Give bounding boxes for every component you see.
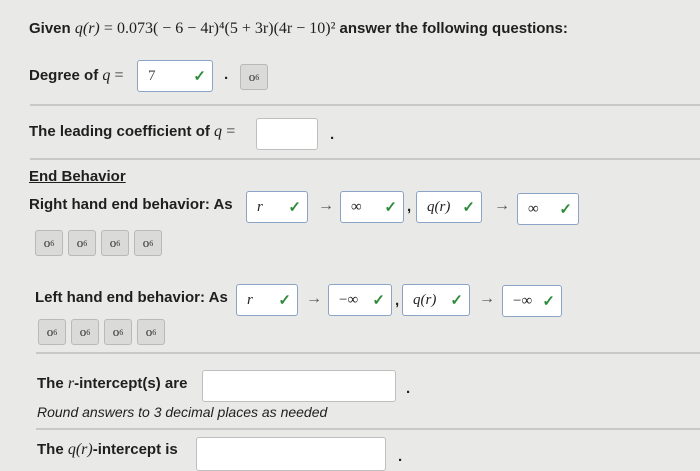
math-palette-icon[interactable]: [35, 230, 63, 256]
leading-var: q: [214, 123, 223, 140]
palette-sup: 6: [149, 238, 154, 248]
q-intercept-post: -intercept is: [92, 441, 178, 458]
left-result-select[interactable]: [502, 285, 562, 317]
arrow-icon: →: [479, 290, 495, 307]
divider: [30, 104, 700, 106]
palette-sup: 6: [255, 72, 260, 82]
arrow-icon: →: [494, 197, 510, 214]
right-func-select[interactable]: [416, 191, 482, 223]
divider: [30, 158, 700, 160]
right-limit-value: ∞: [351, 198, 362, 215]
leading-period: .: [330, 126, 335, 143]
palette-sup: 6: [83, 238, 88, 248]
right-end-behavior-label: Right hand end behavior: As: [29, 196, 233, 213]
palette-glyph: o: [79, 324, 87, 339]
end-behavior-heading: End Behavior: [29, 168, 126, 185]
degree-label: [29, 67, 124, 85]
degree-period: .: [224, 66, 229, 83]
check-icon: ✓: [462, 199, 475, 216]
check-icon: ✓: [288, 199, 301, 216]
palette-sup: 6: [116, 238, 121, 248]
right-result-select[interactable]: [517, 193, 579, 225]
check-icon: ✓: [372, 292, 385, 309]
q-intercept-label: [37, 441, 178, 459]
right-var-select[interactable]: [246, 191, 308, 223]
math-palette-icon[interactable]: [101, 230, 129, 256]
right-limit-select[interactable]: [340, 191, 404, 223]
left-limit-value: −∞: [339, 291, 359, 308]
divider: [36, 428, 700, 430]
q-intercept-input[interactable]: [196, 437, 386, 471]
question-title: [29, 20, 568, 38]
palette-glyph: o: [109, 235, 117, 250]
right-var-value: r: [257, 198, 263, 215]
math-palette-icon[interactable]: [38, 319, 66, 345]
math-palette-icon[interactable]: [104, 319, 132, 345]
title-suffix: answer the following questions:: [339, 20, 568, 37]
r-intercept-var: r: [67, 375, 75, 392]
q-intercept-pre: The: [37, 441, 64, 458]
check-icon: ✓: [278, 292, 291, 309]
degree-input[interactable]: [137, 60, 213, 92]
arrow-icon: →: [306, 290, 322, 307]
rounding-note: Round answers to 3 decimal places as needed: [37, 404, 328, 420]
check-icon: ✓: [450, 292, 463, 309]
palette-glyph: o: [43, 235, 51, 250]
left-result-value: −∞: [513, 292, 533, 309]
degree-var: q: [102, 67, 111, 84]
title-prefix: Given: [29, 20, 71, 37]
r-intercept-period: .: [406, 380, 411, 397]
palette-sup: 6: [50, 238, 55, 248]
left-limit-select[interactable]: [328, 284, 392, 316]
leading-coefficient-input[interactable]: [256, 118, 318, 150]
leading-label-text: The leading coefficient of: [29, 123, 210, 140]
left-func-select[interactable]: [402, 284, 470, 316]
left-var-select[interactable]: [236, 284, 298, 316]
check-icon: ✓: [542, 293, 555, 310]
comma: ,: [407, 198, 412, 215]
degree-value: 7: [148, 67, 156, 84]
palette-glyph: o: [142, 235, 150, 250]
check-icon: ✓: [559, 201, 572, 218]
palette-sup: 6: [152, 327, 157, 337]
palette-glyph: o: [76, 235, 84, 250]
degree-eq: =: [114, 67, 124, 84]
degree-label-text: Degree of: [29, 67, 99, 84]
right-func-value: q(r): [427, 198, 451, 215]
r-intercept-post: -intercept(s) are: [74, 375, 188, 392]
palette-sup: 6: [53, 327, 58, 337]
palette-sup: 6: [86, 327, 91, 337]
r-intercept-input[interactable]: [202, 370, 396, 402]
arrow-icon: →: [318, 197, 334, 214]
r-intercept-label: [37, 375, 187, 393]
r-intercept-pre: The: [37, 375, 64, 392]
q-intercept-period: .: [398, 448, 403, 465]
leading-eq: =: [226, 123, 236, 140]
title-expression: = 0.073( − 6 − 4r)⁴(5 + 3r)(4r − 10)²: [103, 20, 336, 37]
palette-glyph: o: [46, 324, 54, 339]
math-palette-icon[interactable]: [137, 319, 165, 345]
palette-glyph: o: [112, 324, 120, 339]
check-icon: ✓: [193, 68, 206, 85]
left-var-value: r: [247, 291, 253, 308]
palette-sup: 6: [119, 327, 124, 337]
q-intercept-var: q(r): [67, 441, 93, 458]
palette-glyph: o: [145, 324, 153, 339]
divider: [36, 352, 700, 354]
math-palette-icon[interactable]: [134, 230, 162, 256]
comma: ,: [395, 292, 400, 309]
math-palette-icon[interactable]: [240, 64, 268, 90]
math-palette-icon[interactable]: [68, 230, 96, 256]
check-icon: ✓: [384, 199, 397, 216]
palette-glyph: o: [248, 69, 256, 84]
left-end-behavior-label: Left hand end behavior: As: [35, 289, 228, 306]
title-function: q(r): [74, 20, 100, 37]
right-result-value: ∞: [528, 200, 539, 217]
left-func-value: q(r): [413, 291, 437, 308]
math-palette-icon[interactable]: [71, 319, 99, 345]
leading-label: [29, 123, 235, 141]
